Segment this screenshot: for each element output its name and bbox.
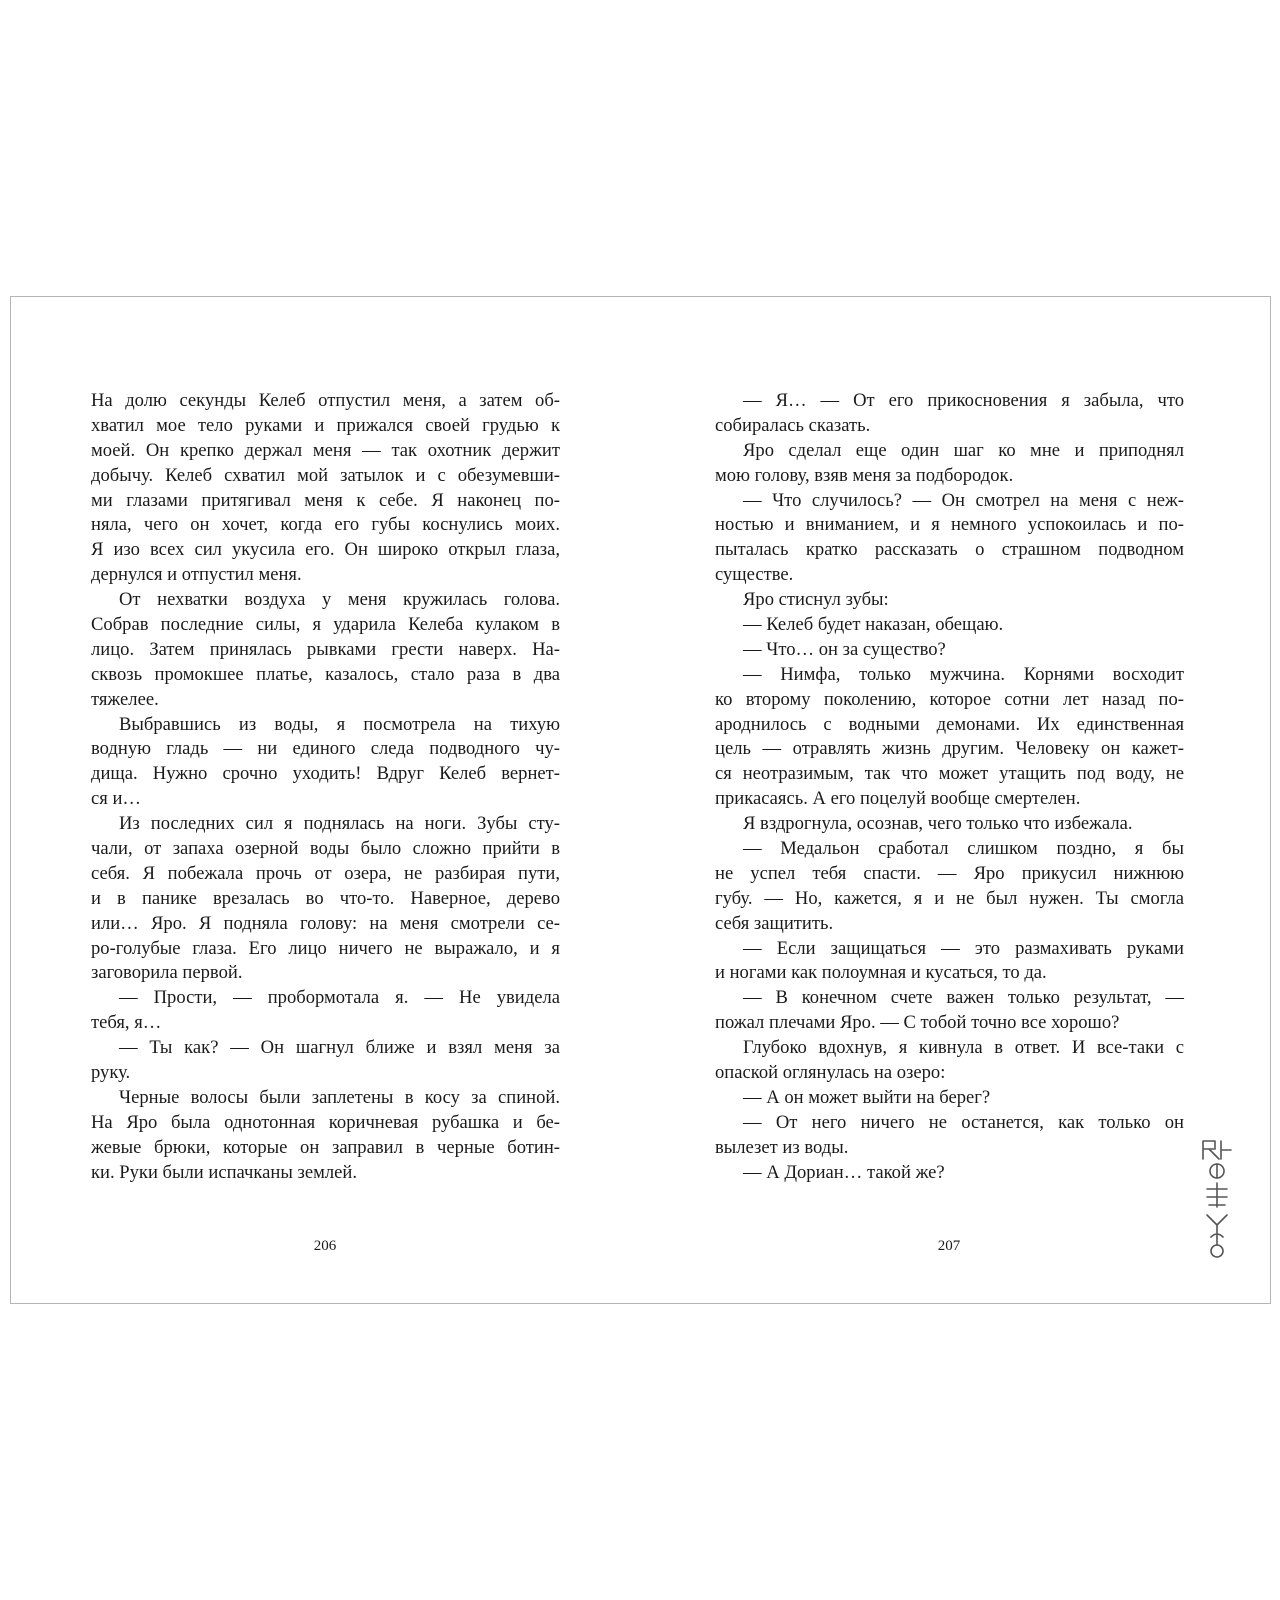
text-line: пожал плечами Яро. — С тобой точно все хорошо?: [715, 1012, 1120, 1034]
text-line: пыталась кратко рассказать о страшном подводном: [715, 539, 1184, 561]
text-line: моей. Он крепко держал меня — так охотник держит: [91, 439, 560, 461]
book-spread: [10, 296, 1271, 1304]
text-line: ро-голубые глаза. Его лицо ничего не выражало, и я: [91, 937, 560, 959]
text-line: ми глазами притягивал меня к себе. Я наконец по-: [91, 489, 560, 511]
text-line: — Нимфа, только мужчина. Корнями восходит: [743, 663, 1184, 685]
text-line: ароднилось с водными демонами. Их единственная: [715, 713, 1184, 735]
text-line: тебя, я…: [91, 1012, 162, 1034]
text-line: Глубоко вдохнув, я кивнула в ответ. И все-таки с: [743, 1037, 1184, 1059]
right-page-text: [715, 389, 1184, 1186]
page-number-left: 206: [313, 1238, 337, 1254]
text-line: На Яро была однотонная коричневая рубашка и бе-: [91, 1111, 560, 1133]
text-line: — А он может выйти на берег?: [743, 1086, 991, 1108]
text-line: сквозь промокшее платье, казалось, стало раза в два: [91, 663, 560, 685]
text-line: и ногами как полоумная и кусаться, то да.: [715, 962, 1047, 984]
text-line: — А Дориан… такой же?: [743, 1161, 945, 1183]
text-line: губу. — Но, кажется, я и не был нужен. Ты смогла: [715, 887, 1184, 909]
text-line: жевые брюки, которые он заправил в черные ботин-: [91, 1136, 560, 1158]
text-line: дища. Нужно срочно уходить! Вдруг Келеб вернет-: [91, 763, 560, 785]
text-line: себя. Я побежала прочь от озера, не разбирая пути,: [91, 862, 560, 884]
text-line: Выбравшись из воды, я посмотрела на тихую: [119, 713, 560, 735]
text-line: Яро стиснул зубы:: [743, 589, 889, 611]
text-line: — Медальон сработал слишком поздно, я бы: [743, 838, 1184, 860]
text-line: Из последних сил я поднялась на ноги. Зубы сту-: [119, 813, 560, 835]
text-line: — От него ничего не останется, как только он: [743, 1111, 1184, 1133]
text-line: Я изо всех сил укусила его. Он широко открыл глаза,: [91, 539, 560, 561]
text-line: добычу. Келеб схватил мой затылок и с обезумевши-: [91, 464, 560, 486]
text-line: Собрав последние силы, я ударила Келеба кулаком в: [91, 614, 560, 636]
text-line: — Прости, — пробормотала я. — Не увидела: [119, 987, 560, 1009]
text-line: — Если защищаться — это размахивать руками: [743, 937, 1184, 959]
text-line: Я вздрогнула, осознав, чего только что избежала.: [743, 813, 1133, 835]
text-line: Яро сделал еще один шаг ко мне и приподнял: [743, 439, 1184, 461]
text-line: — Я… — От его прикосновения я забыла, что: [743, 390, 1184, 411]
left-page-text: [91, 389, 560, 1186]
text-line: — Келеб будет наказан, обещаю.: [743, 614, 1004, 636]
text-line: себя защитить.: [715, 912, 834, 934]
text-line: вылезет из воды.: [715, 1136, 849, 1158]
text-line: ся и…: [91, 788, 141, 810]
text-line: существе.: [715, 564, 794, 586]
text-line: хватил мое тело руками и прижался своей грудью к: [91, 414, 560, 436]
text-line: ностью и вниманием, и я немного успокоилась и по-: [715, 514, 1184, 536]
text-line: мою голову, взяв меня за подбородок.: [715, 464, 1014, 486]
page-number-right: 207: [937, 1238, 961, 1254]
text-line: — Что случилось? — Он смотрел на меня с неж-: [743, 489, 1184, 511]
text-line: лицо. Затем принялась рывками грести наверх. На-: [91, 638, 560, 660]
text-line: дернулся и отпустил меня.: [91, 564, 302, 586]
text-line: и в панике врезалась во что-то. Наверное, дерево: [91, 887, 560, 909]
text-line: — Ты как? — Он шагнул ближе и взял меня за: [119, 1037, 560, 1059]
text-line: ко второму поколению, которое сотни лет назад по-: [715, 688, 1184, 710]
text-line: не успел тебя спасти. — Яро прикусил нижнюю: [715, 862, 1184, 884]
text-line: заговорила первой.: [91, 962, 243, 984]
text-line: водную гладь — ни единого следа подводного чу-: [91, 738, 560, 760]
text-line: На долю секунды Келеб отпустил меня, а затем об-: [91, 390, 560, 411]
text-line: чали, от запаха озерной воды было сложно прийти в: [91, 838, 560, 860]
text-line: ки. Руки были испачканы землей.: [91, 1161, 357, 1183]
text-line: — В конечном счете важен только результат, —: [743, 987, 1184, 1009]
text-line: Черные волосы были заплетены в косу за спиной.: [119, 1086, 560, 1108]
text-line: тяжелее.: [91, 688, 159, 710]
text-line: руку.: [91, 1062, 131, 1084]
text-line: цель — отравлять жизнь другим. Человеку он кажет-: [715, 738, 1184, 760]
text-line: или… Яро. Я подняла голову: на меня смотрели се-: [91, 912, 560, 934]
text-line: прикасаясь. А его поцелуй вообще смертелен.: [715, 788, 1081, 810]
text-line: ся неотразимым, так что может утащить под воду, не: [715, 763, 1184, 785]
text-line: — Что… он за существо?: [743, 638, 946, 660]
text-line: От нехватки воздуха у меня кружилась голова.: [119, 589, 560, 611]
text-line: няла, чего он хочет, когда его губы коснулись моих.: [91, 514, 560, 536]
text-line: собиралась сказать.: [715, 414, 871, 436]
runic-ornament-icon: [1197, 1137, 1237, 1263]
text-line: опаской оглянулась на озеро:: [715, 1062, 946, 1084]
